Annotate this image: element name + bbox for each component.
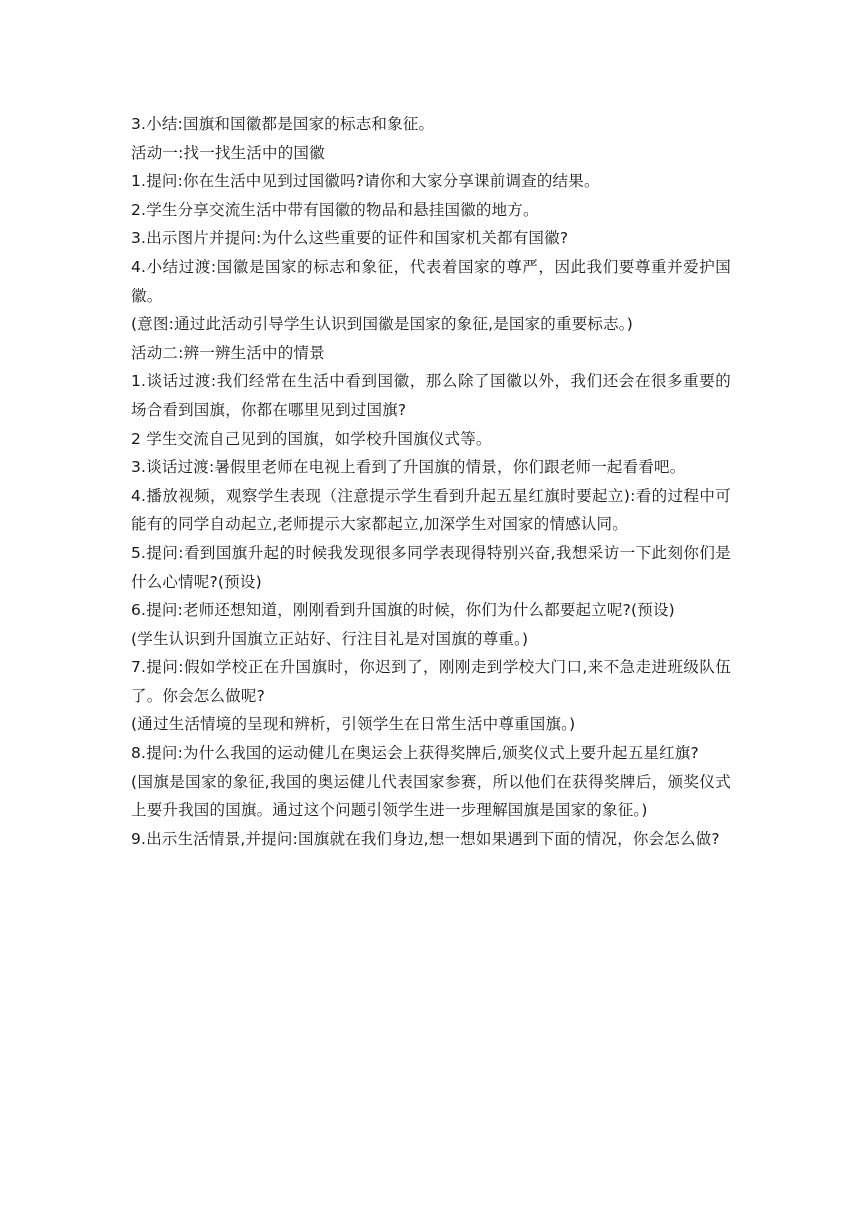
paragraph-a2-8: 8.提问:为什么我国的运动健儿在奥运会上获得奖牌后,颁奖仪式上要升起五星红旗?	[131, 744, 699, 763]
paragraph-a1-3: 3.出示图片并提问:为什么这些重要的证件和国家机关都有国徽?	[131, 229, 569, 248]
heading-activity-1: 活动一:找一找生活中的国徽	[131, 143, 325, 162]
paragraph-a2-3: 3.谈话过渡:暑假里老师在电视上看到了升国旗的情景，你们跟老师一起看看吧。	[131, 458, 686, 477]
document-body	[131, 110, 731, 853]
paragraph-a2-9: 9.出示生活情景,并提问:国旗就在我们身边,想一想如果遇到下面的情况，你会怎么做?	[131, 829, 720, 848]
paragraph-a2-2: 2 学生交流自己见到的国旗，如学校升国旗仪式等。	[131, 429, 492, 448]
paragraph-summary-3: 3.小结:国旗和国徽都是国家的标志和象征。	[131, 115, 435, 133]
paragraph-a2-7-note: (通过生活情境的呈现和辨析，引领学生在日常生活中尊重国旗。)	[131, 715, 576, 734]
paragraph-a1-2: 2.学生分享交流生活中带有国徽的物品和悬挂国徽的地方。	[131, 200, 539, 219]
paragraph-a2-4: 4.播放视频，观察学生表现（注意提示学生看到升起五星红旗时要起立):看的过程中可能有的同学自动起立,老师提示大家都起立,加深学生对国家的情感认同。	[131, 486, 731, 534]
paragraph-a1-intent: (意图:通过此活动引导学生认识到国徽是国家的象征,是国家的重要标志。)	[131, 315, 633, 334]
paragraph-a2-6: 6.提问:老师还想知道，刚刚看到升国旗的时候，你们为什么都要起立呢?(预设)	[131, 601, 675, 620]
heading-activity-2: 活动二:辨一辨生活中的情景	[131, 343, 325, 362]
paragraph-a2-1: 1.谈话过渡:我们经常在生活中看到国徽，那么除了国徽以外，我们还会在很多重要的场合看到国旗，你都在哪里见到过国旗?	[131, 372, 731, 419]
paragraph-a2-5: 5.提问:看到国旗升起的时候我发现很多同学表现得特别兴奋,我想采访一下此刻你们是什么心情呢?(预设)	[131, 543, 731, 591]
paragraph-a2-6-note: (学生认识到升国旗立正站好、行注目礼是对国旗的尊重。)	[131, 629, 529, 648]
paragraph-a2-7: 7.提问:假如学校正在升国旗时，你迟到了，刚刚走到学校大门口,来不急走进班级队伍了。你会怎么做呢?	[131, 658, 731, 705]
paragraph-a1-4: 4.小结过渡:国徽是国家的标志和象征，代表着国家的尊严，因此我们要尊重并爱护国徽。	[131, 257, 731, 305]
paragraph-a2-8-note: (国旗是国家的象征,我国的奥运健儿代表国家参赛，所以他们在获得奖牌后，颁奖仪式上要升我国的国旗。通过这个问题引领学生进一步理解国旗是国家的象征。)	[131, 772, 731, 820]
paragraph-a1-1: 1.提问:你在生活中见到过国徽吗?请你和大家分享课前调查的结果。	[131, 172, 600, 191]
